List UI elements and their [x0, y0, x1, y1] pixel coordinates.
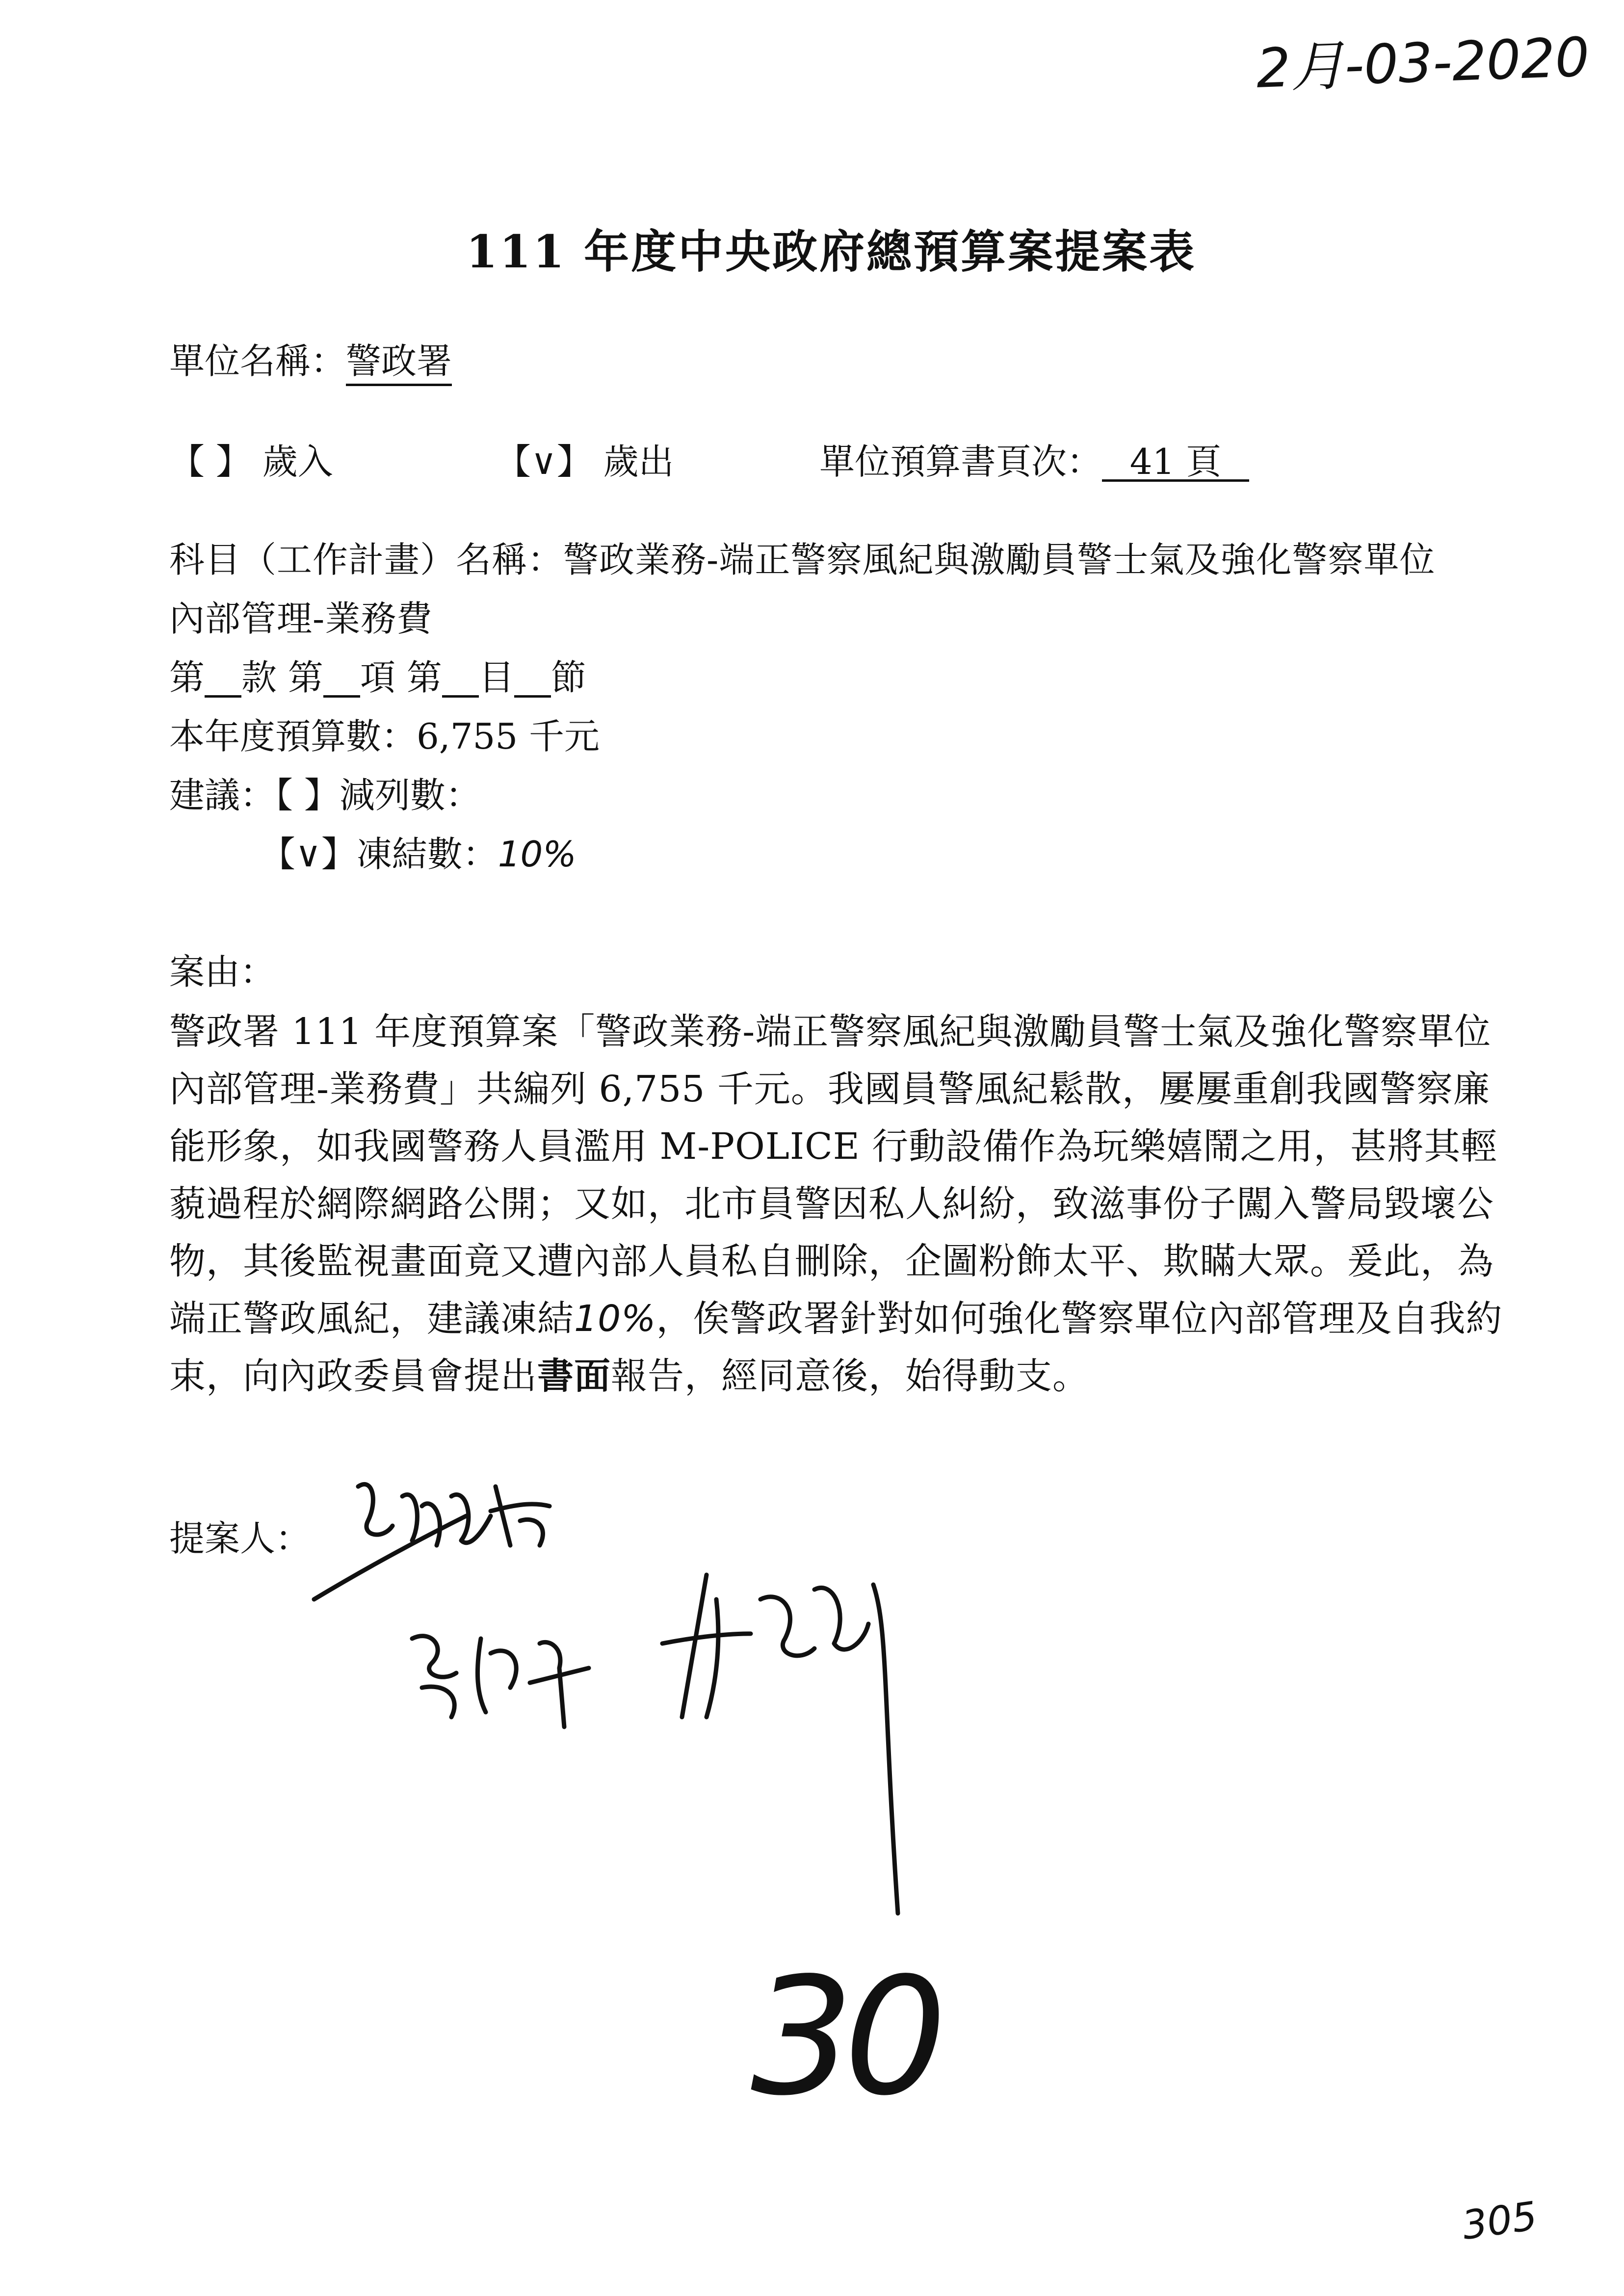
clause-word-3: 目: [478, 657, 514, 698]
expense-option: [496, 441, 674, 482]
signature-1: [304, 1467, 608, 1614]
page-title: 111 年度中央政府總預算案提案表: [466, 225, 1197, 278]
budget-amount: 本年度預算數：6,755 千元: [169, 716, 600, 757]
budget-page-label: 單位預算書頁次：: [819, 441, 1102, 482]
clause-prefix-1: 第: [169, 657, 205, 698]
clause-blank-2: [323, 660, 360, 698]
income-checkbox: 【 】: [169, 441, 251, 482]
clause-blank-3: [442, 660, 479, 698]
clause-blank-1: [205, 660, 241, 698]
handwritten-date: 2月-03-2020: [1255, 26, 1591, 100]
unit-row: [169, 340, 452, 382]
reason-text-2: ，俟警政署針對如何強化警察單位內部管理及自我約束，向內政委員會提出: [169, 1298, 1503, 1397]
expense-label: 歲出: [603, 441, 674, 482]
subject-line-2: 內部管理-業務費: [169, 598, 433, 639]
clause-blank-4: [514, 660, 551, 698]
reason-freeze-handwritten: 10%: [574, 1298, 656, 1340]
freeze-label: 凍結數：: [356, 834, 498, 875]
reason-text-1: 警政署 111 年度預算案「警政業務-端正警察風紀與激勵員警士氣及強化警察單位內部管理-業務費」共編列 6,755 千元。我國員警風紀鬆散，屢屢重創我國警察廉能形象，如我國警務人員濫用 M-POLICE 行動設備作為玩樂嬉鬧之用，甚將其輕藐過程於網際網路公開；又如，北市員警因私人糾紛，致滋事份子闖入警局毀壞公物，其後監視畫面竟又遭內部人員私自刪除，企圖粉飾太平、欺瞞大眾。爰此，為端正警政風紀，建議凍結: [169, 1011, 1498, 1340]
budget-page-value: 41 頁: [1102, 444, 1249, 482]
clause-row: [169, 657, 586, 698]
handwritten-page-mark: 305: [1459, 2192, 1540, 2249]
reason-heading: 案由：: [169, 951, 276, 992]
income-option: [169, 441, 333, 482]
clause-word-2: 項: [360, 657, 395, 698]
reason-text-3: 報告，經同意後，始得動支。: [611, 1355, 1089, 1397]
clause-prefix-2: 第: [288, 657, 323, 698]
reduce-label: 減列數：: [339, 775, 481, 816]
clause-word-4: 節: [550, 657, 586, 698]
subject-line-1: 科目（工作計畫）名稱：警政業務-端正警察風紀與激勵員警士氣及強化警察單位: [169, 539, 1436, 580]
handwritten-page-number: 30: [751, 1943, 937, 2131]
reduce-row: [169, 775, 481, 816]
proposer-label: 提案人：: [169, 1518, 311, 1559]
clause-prefix-3: 第: [406, 657, 442, 698]
suggestion-label: 建議：: [169, 775, 276, 816]
freeze-row: [260, 834, 576, 875]
unit-label: 單位名稱：: [169, 340, 346, 382]
unit-value: 警政署: [346, 340, 452, 386]
freeze-checkbox: 【∨】: [260, 834, 357, 875]
budget-page-field: [819, 441, 1249, 482]
freeze-value: 10%: [498, 834, 576, 875]
reason-paragraph: [169, 1003, 1514, 1405]
signature-3: [653, 1570, 927, 1923]
income-label: 歲入: [262, 441, 333, 482]
reason-handwritten-word: 書面: [537, 1355, 611, 1397]
reduce-checkbox: 【 】: [275, 775, 340, 816]
signature-2: [402, 1609, 677, 1737]
clause-word-1: 款: [241, 657, 277, 698]
expense-checkbox: 【∨】: [496, 441, 592, 482]
